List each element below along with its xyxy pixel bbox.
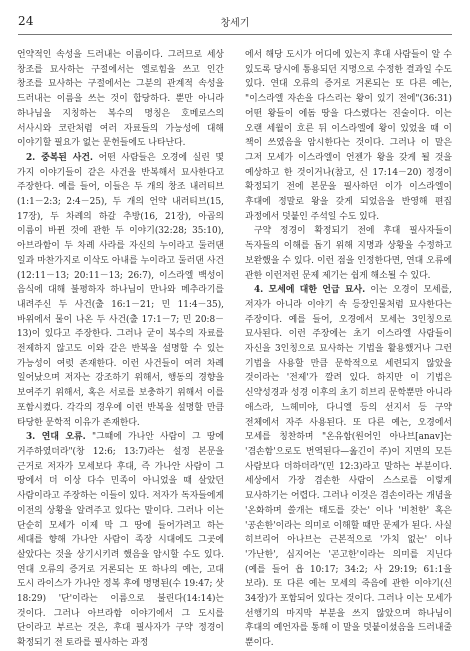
paragraph: 언약적인 속성을 드러내는 이름이다. 그러므로 세상 창조를 묘사하는 구절에서는 엘로힘을 쓰고 인간 창조를 묘사하는 구절에서는 그분의 관계적 속성을 드러내는 이름을 쓰는 것이 합당하다. 뿐만 아니라 하나님을 지칭하는 복수의 명칭은 호메로스의 서사시와 코란처럼 여러 자료들의 가능성에 대해 이야기할 필요가 없는 문헌들에도 나타난다. [17,50,224,149]
running-title: 창세기 [220,18,250,29]
paragraph-body: 이는 오경이 모세를, 저자가 아니라 이야기 속 등장인물처럼 묘사한다는 주장이다. 예를 들어, 오경에서 모세는 3인칭으로 묘사된다. 이런 주장에는 초기 이스라엘 사람들이 자신을 3인칭으로 묘사하는 기법을 활용했거나 그런 기법을 사용할 만큼 문학적으로 세련되지 않았을 것이라는 '전제'가 깔려 있다. 하지만 이 기법은 신약성경과 성경 이후의 초기 히브리 문학뿐만 아니라 애스라, 느헤미야, 다니엘 등의 선지서 등 구약 전체에서 자주 사용된다. 또 다른 예는, 오경에서 모세를 칭찬하며 "온유함(원어인 아나브[anav]는 '겸손함'으로도 번역된다—옮긴이 주)이 지면의 모든 사람보다 더하더라"(민 12:3)라고 말하는 부분이다. 세상에서 가장 겸손한 사람이 스스로를 이렇게 묘사하기는 어렵다. 그러나 이것은 겸손이라는 개념을 '온화하며 쓸개는 태도를 갖는' 이나 '비천한' 혹은 '공손한'이라는 의미로 이해할 때만 문제가 된다. 사실 히브리어 아나브는 근본적으로 '가치 없는' 이나 '가난한', 심지어는 '곤고한'이라는 의미를 지닌다(예를 들어 욥 10:17; 34:2; 사 29:19; 61:1을 보라). 또 다른 예는 모세의 죽음에 관한 이야기(신 34장)가 포함되어 있다는 것이다. 그러나 이는 모세가 선행기의 마지막 부분을 쓰지 않았으며 하나님이 후대의 예언자를 통해 이 말을 덧붙이셨음을 드러내줄 뿐이다. [245,285,453,649]
left-column [17,48,224,651]
section-heading: 4. 모세에 대한 언급 묘사. [254,285,366,296]
header-rule [18,34,452,35]
section-heading: 2. 중복된 사건. [26,152,94,163]
paragraph-body: "그때에 가나안 사람이 그 땅에 거주하였더라"(창 12:6; 13:7)라는 설정 본문을 근거로 저자가 모세보다 후대, 즉 가나안 사람이 그 땅에서 더 이상 다수 민족이 아니었을 때 살았던 사람이라고 주장하는 이들이 있다. 저자가 독자들에게 이전의 상황을 알려주고 있다는 말이다. 그러나 이는 단순히 모세가 이제 막 그 땅에 들어가려고 하는 세대를 향해 가나안 사람이 족장 시대에도 그곳에 살았다는 것을 상기시키려 했음을 암시할 수도 있다. 연대 오류의 증거로 거론되는 또 하나의 예는, 고대 도시 라이스가 가나안 정복 후에 명명된(수 19:47; 삿 18:29) '단'이라는 이름으로 불린다(14:14)는 것이다. 그러나 아브라함 이야기에서 그 도시를 단이라고 부르는 것은, 후대 필사자가 구약 정경이 확정되기 전 토라를 필사하는 과정 [17,432,224,649]
paragraph [245,283,452,651]
paragraph [17,151,224,430]
paragraph-body: 어떤 사람들은 오경에 실린 몇 가지 이야기들이 같은 사건을 반복해서 묘사한다고 주장한다. 예를 들어, 이들은 두 개의 창조 내러티브(1:1－2:3; 2:4－25), 두 개의 언약 내러티브(15, 17장), 두 차례의 하갈 추방(16, 21장), 아곱의 이름이 바뀐 것에 관한 두 이야기(32:28; 35:10), 아브라함이 두 차례 사라를 자신의 누이라고 둘러댄 일과 마찬가지로 이삭도 아내를 누이라고 둘러댄 사건(12:11－13; 20:11－13; 26:7), 이스라엘 백성이 음식에 대해 불평하자 하나님이 만나와 메추라기를 내려주신 두 사건(출 16:1－21; 민 11:4－35), 바위에서 물이 나온 두 사건(출 17:1－7; 민 20:8－13)이 있다고 주장한다. 그러나 굳이 복수의 자료를 전제하지 않고도 이와 같은 반복을 설명할 수 있는 가능성이 여럿 존재한다. 이런 사건들이 여러 차례 일어났으며 저자는 강조하기 위해서, 행동의 경향을 보여주기 위해서, 혹은 서로를 보충하기 위해서 이를 포함시켰다. 각각의 경우에 이런 반복을 설명할 만큼 타당한 문학적 이유가 존재한다. [17,152,225,428]
paragraph: 에서 해당 도시가 어디에 있는지 후대 사람들이 알 수 있도록 당시에 통용되던 지명으로 수정한 결과일 수도 있다. 연대 오류의 증거로 거론되는 또 다른 예는, "이스라엘 자손을 다스리는 왕이 있기 전에"(36:31) 어떤 왕들이 에돔 땅을 다스렸다는 진술이다. 이는 오랜 세월이 흐른 뒤 이스라엘에 왕이 있었을 때 이 책이 쓰였음을 암시한다는 것이다. 그러나 이 말은 그저 모세가 이스라엘이 언젠가 왕을 갖게 될 것을 예상하고 한 것이거나(참고, 신 17:14－20) 정경이 확정되기 전에 본문을 필사하던 이가 이스라엘이 후대에 정말로 왕을 갖게 되었음을 반영해 편집 과정에서 덧붙인 주석일 수도 있다. [245,50,452,222]
paragraph: 구약 정경이 확정되기 전에 후대 필사자들이 독자들의 이해를 돕기 위해 지명과 상황을 수정하고 보완했을 수 있다. 이런 점을 인정한다면, 연대 오류에 관한 이런저런 문제 제기는 쉽게 해소될 수 있다. [245,226,452,281]
page-number: 24 [18,14,34,28]
section-heading: 3. 연대 오류. [26,432,86,443]
paragraph [17,430,224,651]
right-column [245,48,452,651]
